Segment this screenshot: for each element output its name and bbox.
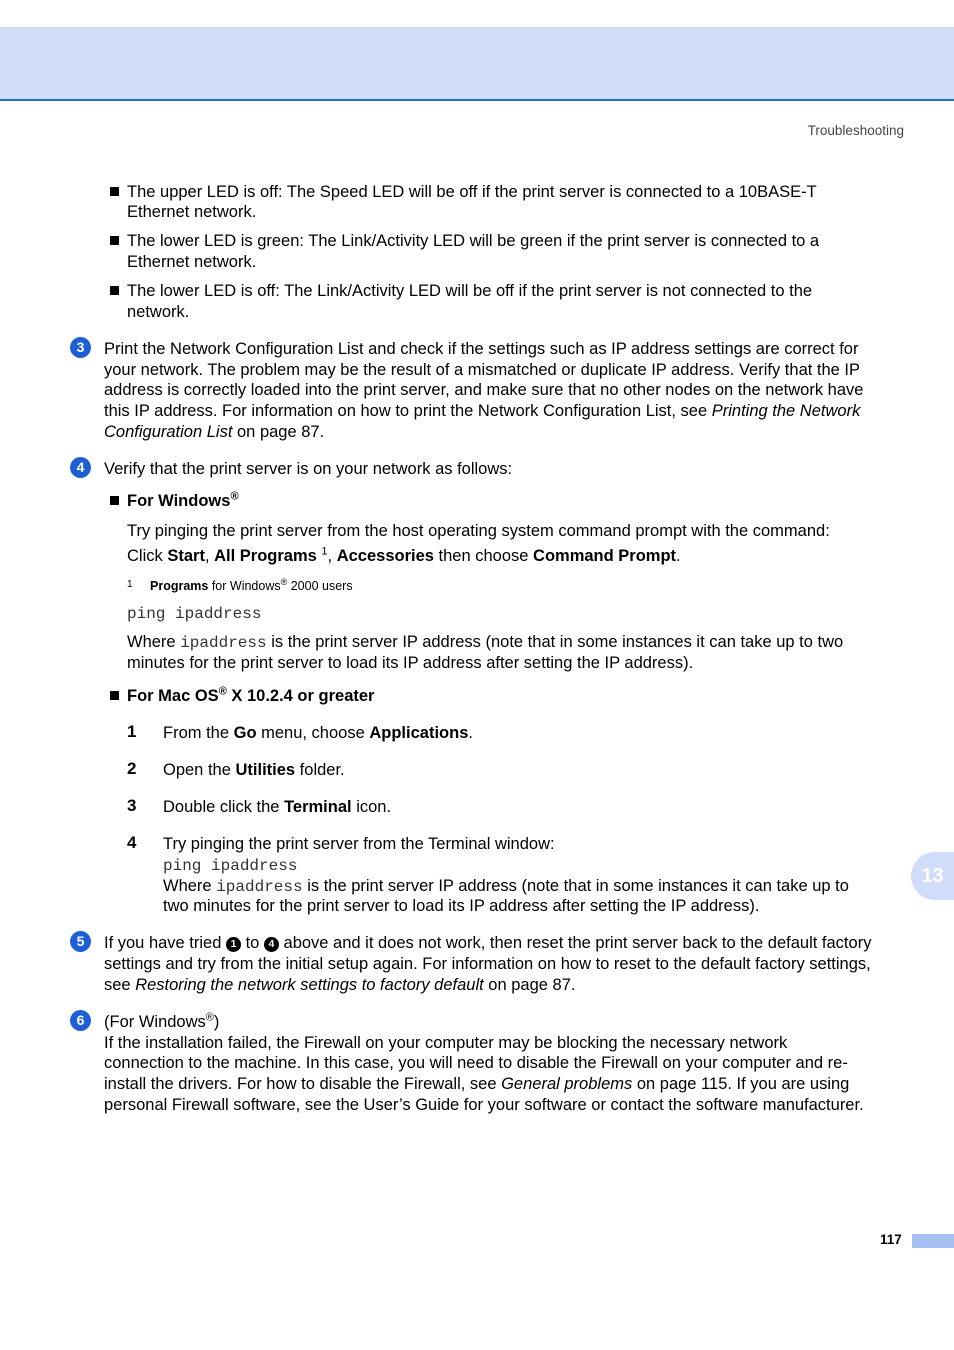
paragraph-line: Click Start, All Programs $^1$, Accessories then choose Command Prompt. [127,545,681,565]
step-badge-3: 3 [70,337,91,358]
bullet-icon [110,496,119,505]
substep-text: Try pinging the print server from the Terminal window: [163,835,555,853]
bullet-icon [110,691,119,700]
bullet-icon [110,286,119,295]
header-band [0,27,954,101]
substep-number: 2 [127,759,137,778]
chapter-tab: 13 [911,852,954,900]
paragraph-line: this IP address. For information on how to print the Network Configuration List, see Printing the Network [104,402,861,420]
list-item-cont: Ethernet network. [127,253,257,271]
substep-number: 1 [127,722,137,741]
footnote: 1 Programs for Windows® 2000 users [127,576,353,593]
footnote-mark: 1 [321,545,328,558]
substep-text: Double click the Terminal icon. [163,798,392,816]
substep-number: 3 [127,796,137,815]
paragraph-line: connection to the machine. In this case, you will need to disable the Firewall on your computer and re- [104,1054,848,1072]
bullet-icon [110,187,119,196]
paragraph-line: Print the Network Configuration List and check if the settings such as IP address settings are correct for [104,340,859,358]
paragraph-line: your network. The problem may be the result of a mismatched or duplicate IP address. Verify that the IP [104,361,861,379]
paragraph-line: see Restoring the network settings to factory default on page 87. [104,976,576,994]
paragraph-line: settings and try from the initial setup again. For information on how to reset to the default factory settings, [104,955,871,973]
subheading-mac: For Mac OS® X 10.2.4 or greater [110,686,374,707]
list-item: The upper LED is off: The Speed LED will be off if the print server is connected to a 10BASE-T [110,182,817,203]
paragraph-line: address is correctly loaded into the print server, and make sure that no other nodes on the network have [104,381,864,399]
cross-ref-link[interactable]: General problems [501,1075,633,1093]
step-ref-4: 4 [264,937,279,952]
paragraph-line: If you have tried 1 to 4 above and it does not work, then reset the print server back to the default factory [104,934,872,952]
substep-number: 4 [127,833,137,852]
page-number: 117 [880,1232,902,1247]
paragraph-line: two minutes for the print server to load its IP address after setting the IP address). [163,897,760,915]
substep-text: From the Go menu, choose Applications. [163,724,473,742]
list-item-cont: Ethernet network. [127,203,257,221]
section-title: Troubleshooting [807,123,904,138]
cross-ref-link[interactable]: Printing the Network [711,402,861,420]
paragraph-line: Configuration List on page 87. [104,423,325,441]
paragraph-line: install the drivers. For how to disable the Firewall, see General problems on page 115. If you are using [104,1075,850,1093]
subheading-windows: For Windows® [110,491,239,512]
list-item: The lower LED is off: The Link/Activity LED will be off if the print server is not connected to the [110,281,812,302]
paragraph-line: If the installation failed, the Firewall on your computer may be blocking the necessary network [104,1034,788,1052]
bullet-icon [110,236,119,245]
cross-ref-link[interactable]: Configuration List [104,423,233,441]
paragraph-line: personal Firewall software, see the User’s Guide for your software or contact the software manufacturer. [104,1096,864,1114]
list-item: The lower LED is green: The Link/Activity LED will be green if the print server is connected to a [110,231,819,252]
cross-ref-link[interactable]: Restoring the network settings to factory default [135,976,484,994]
footer-bar [912,1234,954,1248]
paragraph-line: (For Windows®) [104,1011,220,1031]
step-badge-6: 6 [70,1010,91,1031]
paragraph-line: Where ipaddress is the print server IP address (note that in some instances it can take up to [163,877,849,896]
substep-text: Open the Utilities folder. [163,761,345,779]
list-item-cont: network. [127,303,190,321]
paragraph-line: Verify that the print server is on your network as follows: [104,460,513,478]
paragraph-line: minutes for the print server to load its IP address after setting the IP address). [127,654,694,672]
code-line: ping ipaddress [163,857,298,875]
step-badge-5: 5 [70,931,91,952]
step-badge-4: 4 [70,457,91,478]
code-line: ping ipaddress [127,605,262,623]
step-ref-1: 1 [226,937,241,952]
paragraph-line: Try pinging the print server from the host operating system command prompt with the command: [127,522,830,540]
paragraph-line: Where ipaddress is the print server IP address (note that in some instances it can take up to two [127,633,844,652]
